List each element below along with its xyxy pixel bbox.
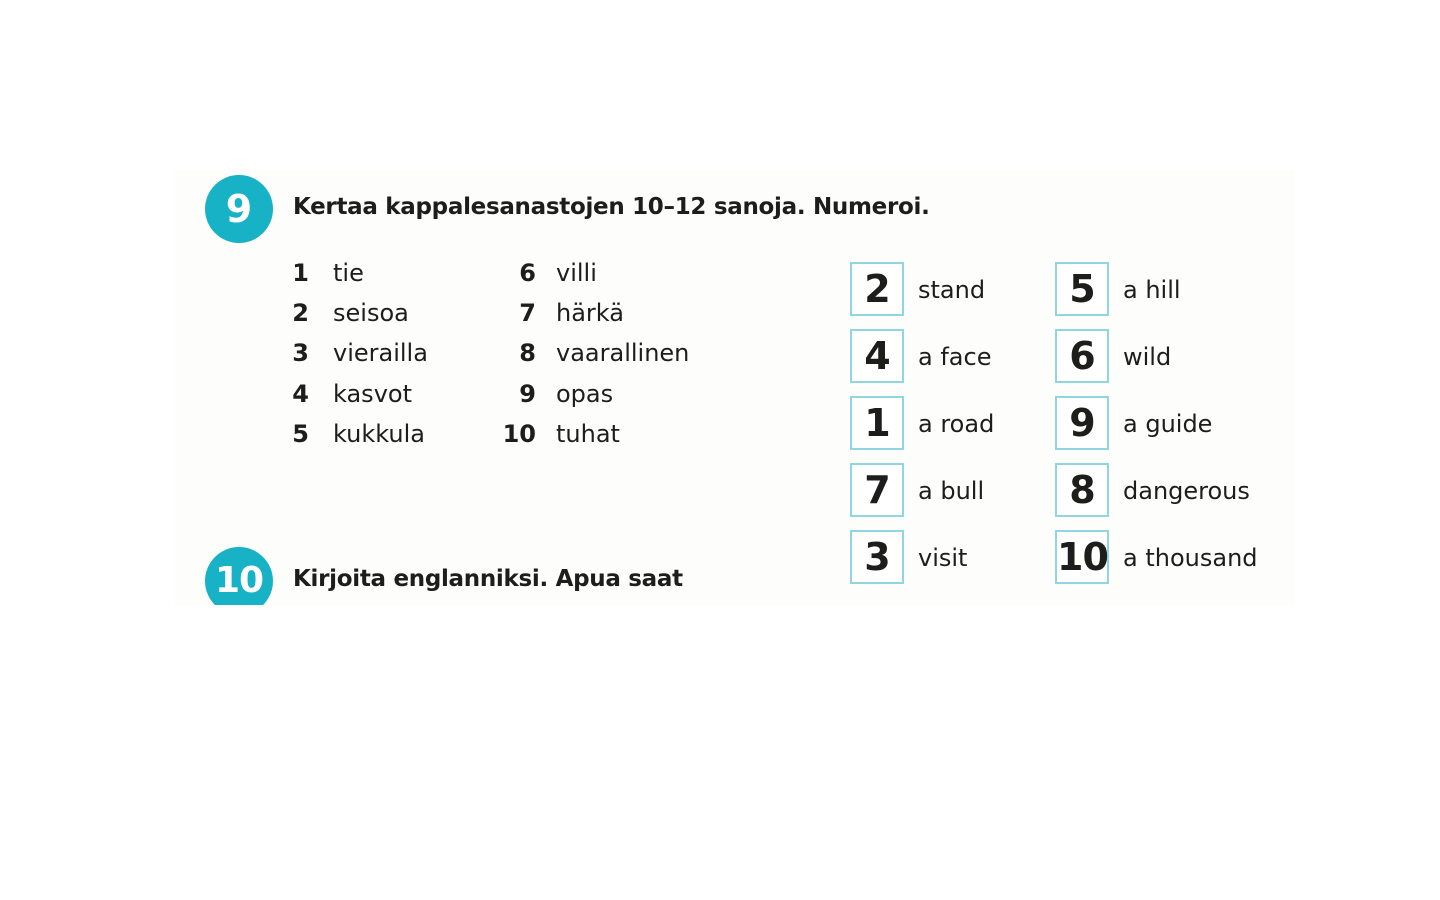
english-word: visit	[918, 544, 968, 572]
exercise-10-number-badge: 10	[205, 547, 273, 605]
finnish-word-number: 10	[502, 420, 536, 448]
answer-box[interactable]: 3	[850, 530, 904, 584]
english-word: a bull	[918, 477, 985, 505]
finnish-word: tuhat	[556, 420, 620, 448]
answer-box[interactable]: 2	[850, 262, 904, 316]
answer-box[interactable]: 7	[850, 463, 904, 517]
finnish-word-number: 4	[292, 380, 309, 408]
finnish-word-number: 2	[292, 299, 309, 327]
english-word: stand	[918, 276, 986, 304]
exercise-9-instruction: Kertaa kappalesanastojen 10–12 sanoja. Numeroi.	[293, 194, 930, 220]
answer-box[interactable]: 8	[1055, 463, 1109, 517]
finnish-word: kasvot	[333, 380, 412, 408]
finnish-word-number: 5	[292, 420, 309, 448]
finnish-word-number: 9	[519, 380, 536, 408]
finnish-word-number: 1	[292, 259, 309, 287]
english-word: a road	[918, 410, 995, 438]
english-word: dangerous	[1123, 477, 1250, 505]
finnish-word: villi	[556, 259, 597, 287]
finnish-word-number: 6	[519, 259, 536, 287]
finnish-word: opas	[556, 380, 614, 408]
english-word: wild	[1123, 343, 1172, 371]
finnish-word: vaarallinen	[556, 339, 690, 367]
finnish-word: härkä	[556, 299, 624, 327]
finnish-word: kukkula	[333, 420, 426, 448]
answer-box[interactable]: 5	[1055, 262, 1109, 316]
finnish-word: seisoa	[333, 299, 409, 327]
exercise-10-instruction: Kirjoita englanniksi. Apua saat	[293, 566, 683, 592]
answer-box[interactable]: 9	[1055, 396, 1109, 450]
english-word: a thousand	[1123, 544, 1258, 572]
answer-box[interactable]: 10	[1055, 530, 1109, 584]
exercise-9-number-badge: 9	[205, 175, 273, 243]
finnish-word-number: 3	[292, 339, 309, 367]
answer-box[interactable]: 4	[850, 329, 904, 383]
answer-box[interactable]: 1	[850, 396, 904, 450]
finnish-word: vierailla	[333, 339, 428, 367]
english-word: a guide	[1123, 410, 1213, 438]
finnish-word-number: 8	[519, 339, 536, 367]
english-word: a face	[918, 343, 992, 371]
finnish-word: tie	[333, 259, 364, 287]
answer-box[interactable]: 6	[1055, 329, 1109, 383]
english-word: a hill	[1123, 276, 1181, 304]
exercise-10-clip	[190, 540, 890, 605]
finnish-word-number: 7	[519, 299, 536, 327]
